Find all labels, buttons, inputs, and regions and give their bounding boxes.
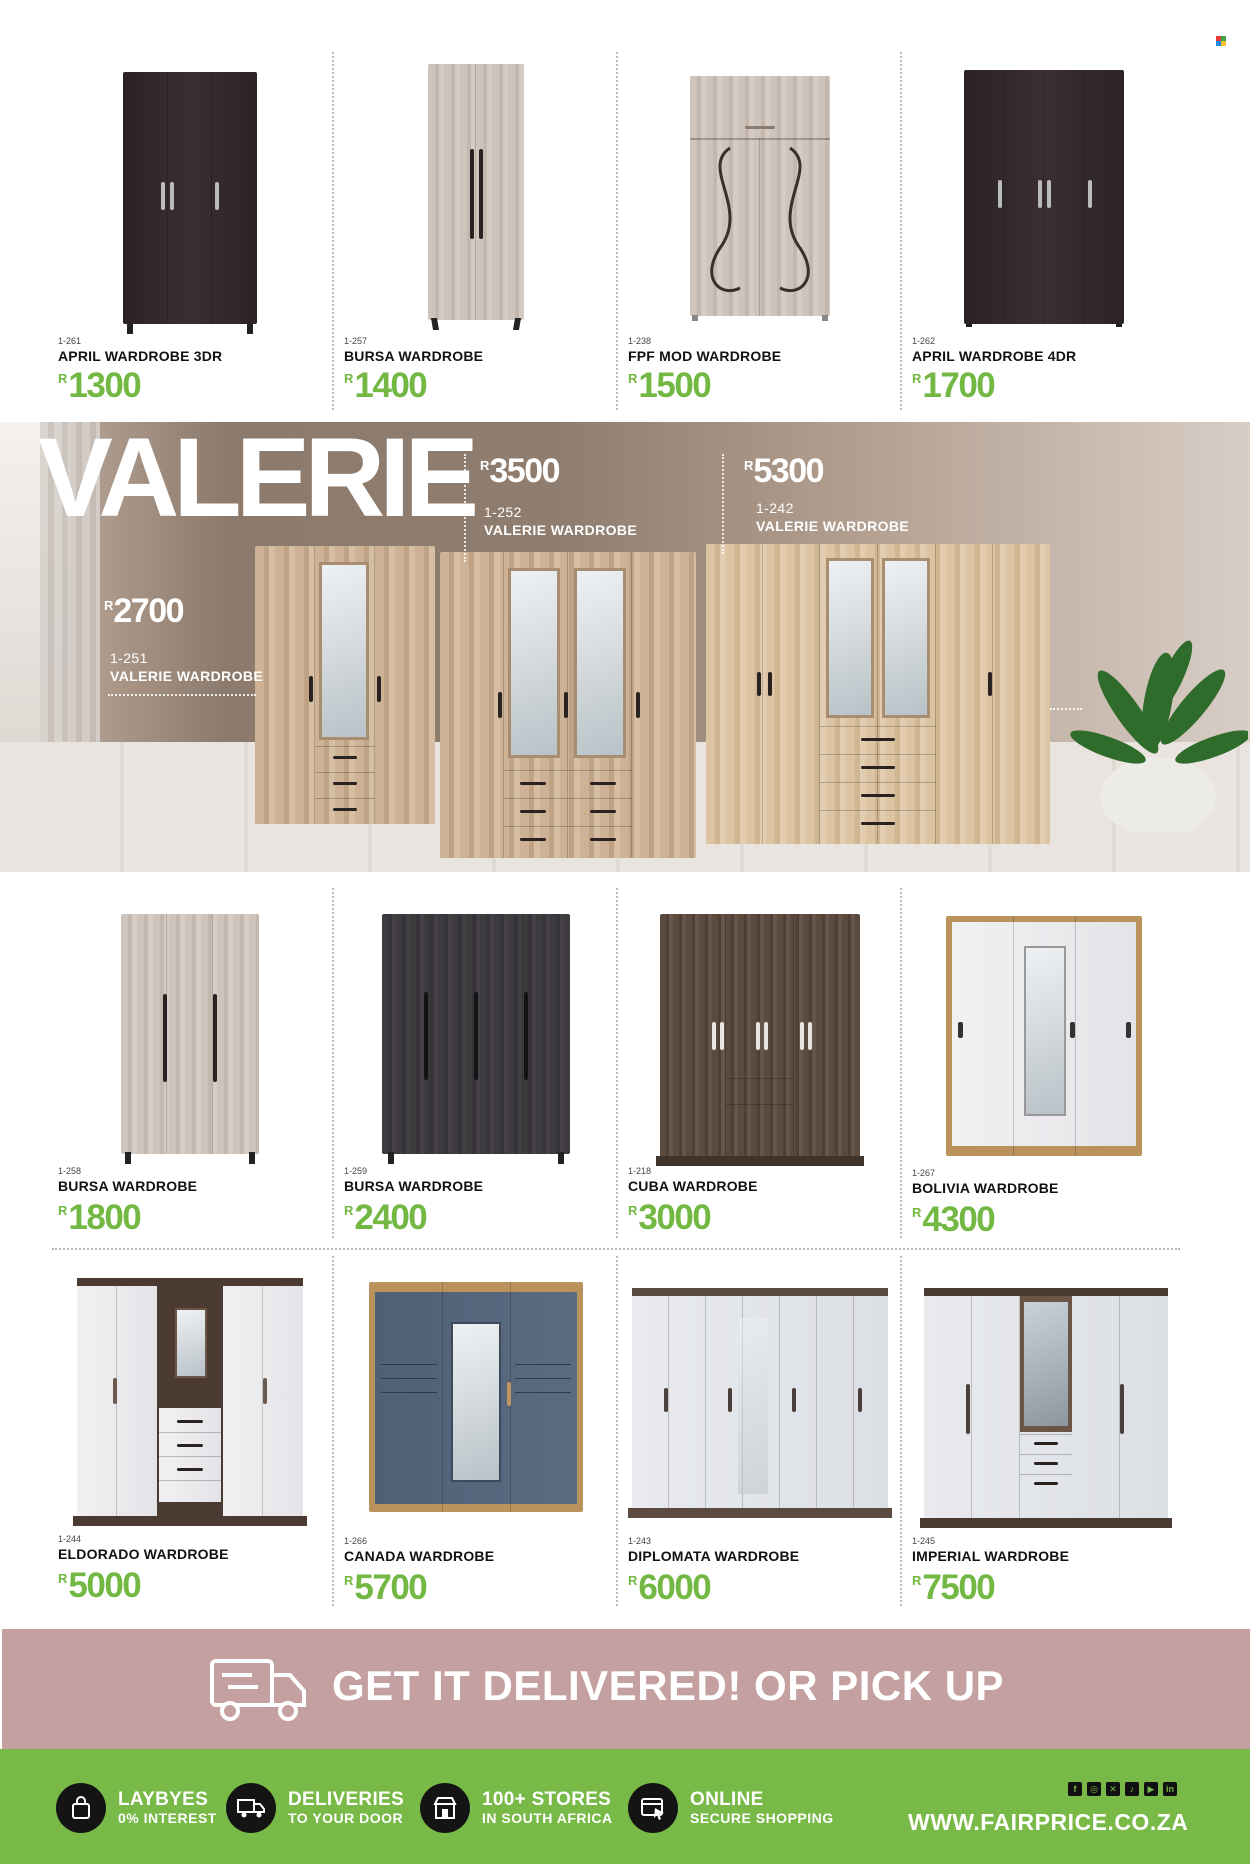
product-name: DIPLOMATA WARDROBE (628, 1548, 800, 1564)
product-card[interactable] (900, 52, 1184, 410)
wardrobe-image (632, 1264, 888, 1534)
facebook-icon[interactable]: f (1068, 1782, 1082, 1796)
feature-subtitle: 0% INTEREST (118, 1809, 217, 1826)
feature-online (628, 1783, 834, 1833)
wardrobe-image (916, 58, 1172, 330)
valerie-feature-banner (0, 422, 1250, 872)
product-name: CUBA WARDROBE (628, 1178, 758, 1194)
product-code: 1-261 (58, 336, 82, 346)
product-name: FPF MOD WARDROBE (628, 348, 782, 364)
product-price: R 3000 (628, 1198, 711, 1237)
website-link[interactable]: WWW.FAIRPRICE.CO.ZA (908, 1809, 1189, 1835)
valerie-price: R 2700 (104, 592, 184, 630)
wardrobe-image (632, 896, 888, 1166)
tiktok-icon[interactable]: ♪ (1125, 1782, 1139, 1796)
callout-line (1050, 708, 1082, 710)
feature-stores (420, 1783, 613, 1833)
wardrobe-image (62, 896, 318, 1166)
product-code: 1-267 (912, 1168, 936, 1178)
product-price: R 1400 (344, 366, 427, 405)
product-card[interactable] (332, 1256, 616, 1606)
linkedin-icon[interactable]: in (1163, 1782, 1177, 1796)
product-card[interactable] (332, 52, 616, 410)
product-name: BURSA WARDROBE (58, 1178, 198, 1194)
feature-deliveries (226, 1783, 404, 1833)
product-name: APRIL WARDROBE 3DR (58, 348, 223, 364)
plant-icon (1058, 582, 1248, 832)
wardrobe-image (62, 1264, 318, 1534)
product-price: R 1800 (58, 1198, 141, 1237)
valerie-wardrobe-2700-image (255, 546, 435, 824)
social-links (1068, 1782, 1177, 1796)
wardrobe-image (916, 896, 1172, 1166)
product-name: CANADA WARDROBE (344, 1548, 495, 1564)
product-code: 1-244 (58, 1534, 82, 1544)
product-code: 1-243 (628, 1536, 652, 1546)
valerie-code: 1-242 (756, 500, 794, 516)
valerie-wardrobe-5300-image (706, 544, 1050, 844)
product-card[interactable] (616, 1256, 900, 1606)
product-card[interactable] (48, 1256, 332, 1606)
feature-laybyes (56, 1783, 217, 1833)
wardrobe-image (348, 58, 604, 330)
valerie-wardrobe-3500-image (440, 552, 696, 858)
product-code: 1-266 (344, 1536, 368, 1546)
product-code: 1-258 (58, 1166, 82, 1176)
product-price: R 2400 (344, 1198, 427, 1237)
product-row-3 (48, 888, 1184, 1238)
product-code: 1-238 (628, 336, 652, 346)
callout-line (722, 454, 724, 554)
feature-title: LAYBYES (118, 1789, 209, 1811)
valerie-price: R 3500 (480, 452, 560, 490)
instagram-icon[interactable]: ◎ (1087, 1782, 1101, 1796)
product-price: R 5700 (344, 1568, 427, 1607)
product-card[interactable] (900, 1256, 1184, 1606)
product-name: BURSA WARDROBE (344, 348, 484, 364)
product-name: APRIL WARDROBE 4DR (912, 348, 1077, 364)
truck-icon (226, 1783, 276, 1833)
product-card[interactable] (616, 888, 900, 1238)
product-code: 1-262 (912, 336, 936, 346)
collection-title: VALERIE (38, 422, 474, 540)
product-price: R 1300 (58, 366, 141, 405)
product-card[interactable] (900, 888, 1184, 1238)
product-name: BURSA WARDROBE (344, 1178, 484, 1194)
valerie-name: VALERIE WARDROBE (484, 522, 638, 538)
callout-line (108, 694, 256, 696)
product-price: R 6000 (628, 1568, 711, 1607)
product-row-1 (48, 52, 1184, 410)
product-code: 1-245 (912, 1536, 936, 1546)
product-card[interactable] (48, 888, 332, 1238)
product-name: IMPERIAL WARDROBE (912, 1548, 1070, 1564)
brand-mark-icon (1216, 36, 1226, 46)
valerie-code: 1-252 (484, 504, 522, 520)
feature-subtitle: TO YOUR DOOR (288, 1809, 404, 1826)
valerie-name: VALERIE WARDROBE (756, 518, 910, 534)
storefront-icon (420, 1783, 470, 1833)
valerie-price: R 5300 (744, 452, 824, 490)
product-card[interactable] (48, 52, 332, 410)
product-row-4 (48, 1256, 1184, 1606)
product-name: BOLIVIA WARDROBE (912, 1180, 1059, 1196)
callout-line (464, 454, 466, 562)
delivery-banner (2, 1629, 1250, 1749)
product-code: 1-218 (628, 1166, 652, 1176)
x-icon[interactable]: ✕ (1106, 1782, 1120, 1796)
product-price: R 7500 (912, 1568, 995, 1607)
youtube-icon[interactable]: ▶ (1144, 1782, 1158, 1796)
product-card[interactable] (332, 888, 616, 1238)
valerie-code: 1-251 (110, 650, 148, 666)
delivery-truck-icon (208, 1657, 308, 1723)
feature-title: 100+ STORES (482, 1789, 612, 1811)
product-name: ELDORADO WARDROBE (58, 1546, 229, 1562)
browser-cursor-icon (628, 1783, 678, 1833)
feature-subtitle: SECURE SHOPPING (690, 1809, 834, 1826)
wardrobe-image (62, 58, 318, 330)
feature-subtitle: IN SOUTH AFRICA (482, 1809, 613, 1826)
product-code: 1-259 (344, 1166, 368, 1176)
product-price: R 1700 (912, 366, 995, 405)
product-price: R 1500 (628, 366, 711, 405)
product-price: R 4300 (912, 1200, 995, 1239)
product-code: 1-257 (344, 336, 368, 346)
delivery-banner-text: GET IT DELIVERED! OR PICK UP (332, 1662, 1005, 1709)
shopping-bag-icon (56, 1783, 106, 1833)
wardrobe-image (912, 1264, 1180, 1534)
wardrobe-image (348, 1264, 604, 1534)
feature-title: ONLINE (690, 1789, 764, 1811)
row-divider (52, 1248, 1180, 1250)
feature-title: DELIVERIES (288, 1789, 404, 1811)
valerie-name: VALERIE WARDROBE (110, 668, 264, 684)
wardrobe-image (348, 896, 604, 1166)
product-price: R 5000 (58, 1566, 141, 1605)
product-card[interactable] (616, 52, 900, 410)
footer (0, 1749, 1250, 1864)
wardrobe-image (632, 58, 888, 330)
